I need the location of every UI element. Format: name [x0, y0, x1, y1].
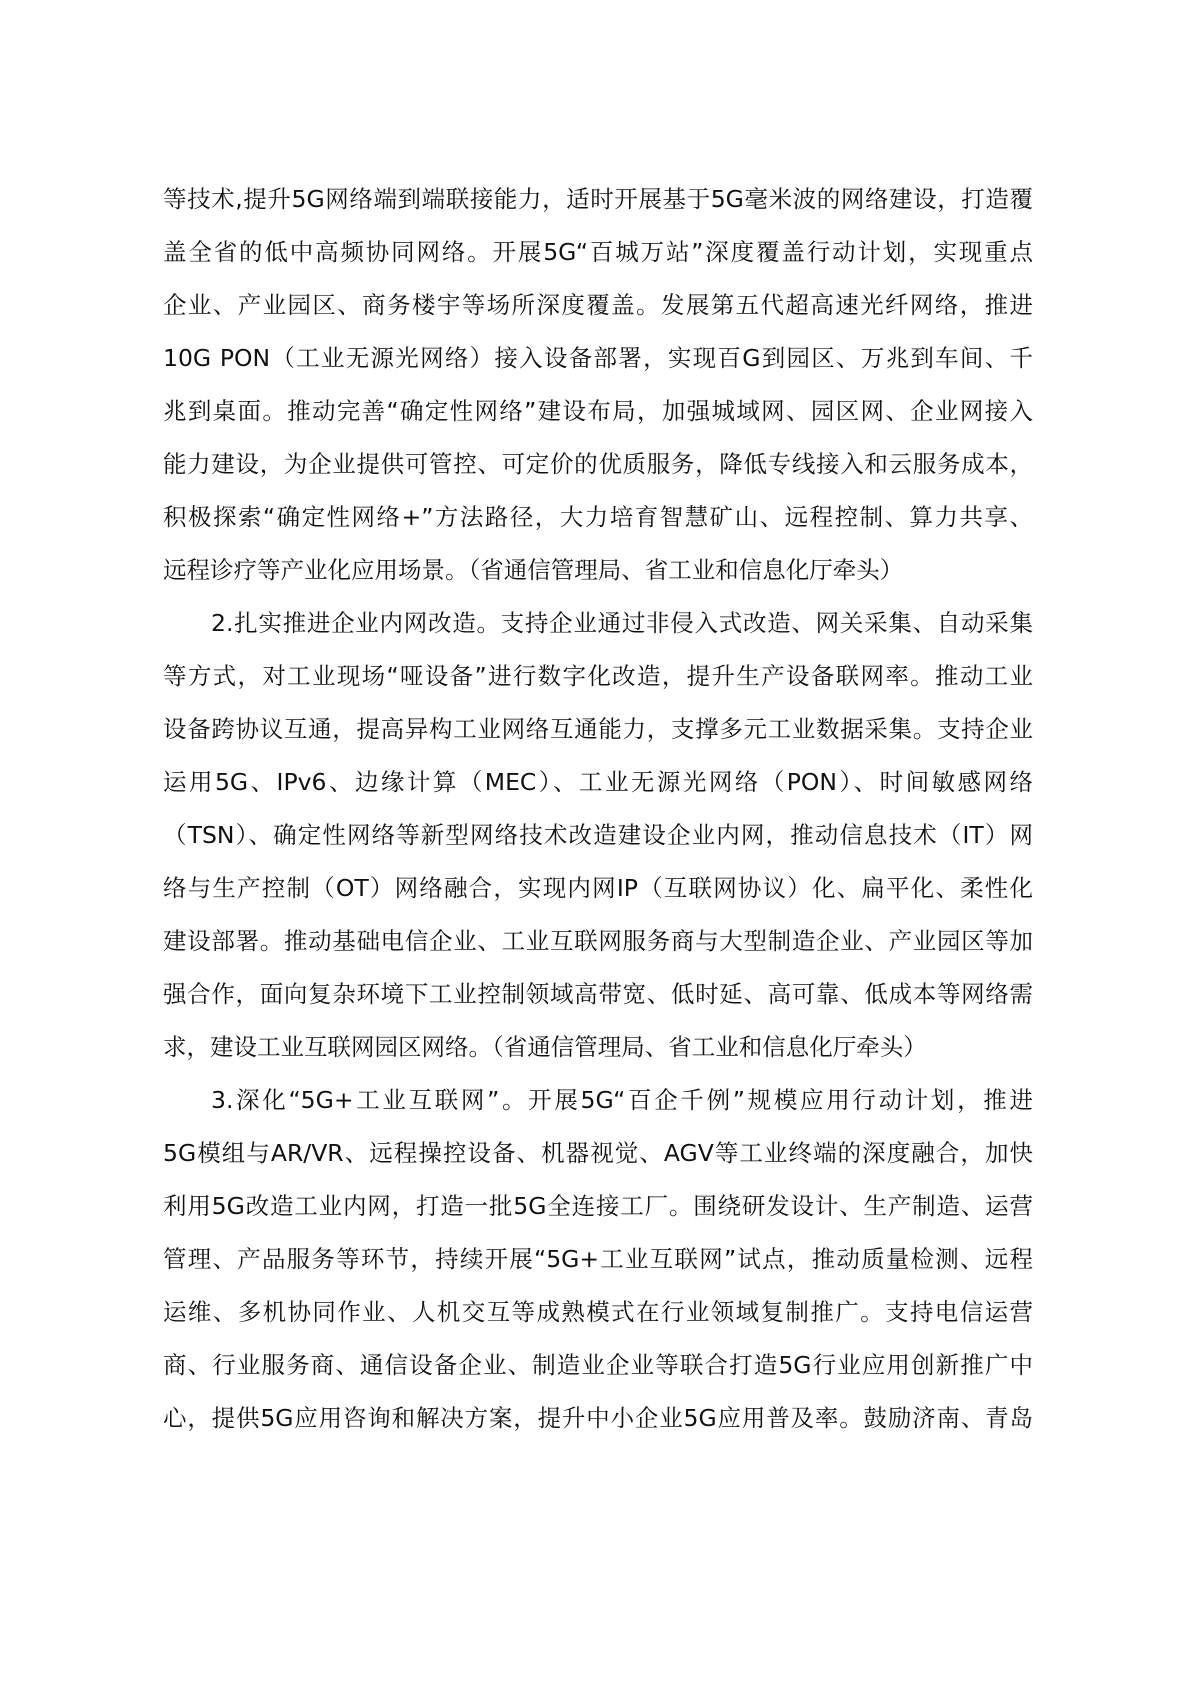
text-line: 企业、产业园区、商务楼宇等场所深度覆盖。发展第五代超高速光纤网络，推进: [163, 291, 1033, 319]
text-line: 运维、多机协同作业、人机交互等成熟模式在行业领域复制推广。支持电信运营: [163, 1298, 1033, 1326]
body-text: [163, 173, 1033, 1445]
text-line: 络与生产控制（OT）网络融合，实现内网IP（互联网协议）化、扁平化、柔性化: [163, 874, 1033, 902]
text-line: 远程诊疗等产业化应用场景。（省通信管理局、省工业和信息化厅牵头）: [163, 556, 904, 584]
text-line: 管理、产品服务等环节，持续开展“5G+工业互联网”试点，推动质量检测、远程: [163, 1245, 1033, 1273]
text-line: （TSN）、确定性网络等新型网络技术改造建设企业内网，推动信息技术（IT）网: [163, 821, 1033, 849]
text-line: 10G PON（工业无源光网络）接入设备部署，实现百G到园区、万兆到车间、千: [163, 344, 1033, 372]
paragraph-2-first-line: 2.扎实推进企业内网改造。支持企业通过非侵入式改造、网关采集、自动采集: [211, 609, 1033, 637]
text-line: 等技术,提升5G网络端到端联接能力，适时开展基于5G毫米波的网络建设，打造覆: [163, 185, 1033, 213]
text-line: 能力建设，为企业提供可管控、可定价的优质服务，降低专线接入和云服务成本，: [163, 450, 1033, 478]
text-line: 心，提供5G应用咨询和解决方案，提升中小企业5G应用普及率。鼓励济南、青岛: [163, 1404, 1033, 1432]
text-line: 5G模组与AR/VR、远程操控设备、机器视觉、AGV等工业终端的深度融合，加快: [163, 1139, 1033, 1167]
text-line: 商、行业服务商、通信设备企业、制造业企业等联合打造5G行业应用创新推广中: [163, 1351, 1033, 1379]
text-line: 建设部署。推动基础电信企业、工业互联网服务商与大型制造企业、产业园区等加: [163, 927, 1033, 955]
paragraph-3-first-line: 3.深化“5G+工业互联网”。开展5G“百企千例”规模应用行动计划，推进: [211, 1086, 1033, 1114]
text-line: 积极探索“确定性网络+”方法路径，大力培育智慧矿山、远程控制、算力共享、: [163, 503, 1033, 531]
text-line: 设备跨协议互通，提高异构工业网络互通能力，支撑多元工业数据采集。支持企业: [163, 715, 1033, 743]
text-line: 利用5G改造工业内网，打造一批5G全连接工厂。围绕研发设计、生产制造、运营: [163, 1192, 1033, 1220]
text-line: 兆到桌面。推动完善“确定性网络”建设布局，加强城域网、园区网、企业网接入: [163, 397, 1033, 425]
text-line: 等方式，对工业现场“哑设备”进行数字化改造，提升生产设备联网率。推动工业: [163, 662, 1033, 690]
text-line: 盖全省的低中高频协同网络。开展5G“百城万站”深度覆盖行动计划，实现重点: [163, 238, 1033, 266]
text-line: 运用5G、IPv6、边缘计算（MEC）、工业无源光网络（PON）、时间敏感网络: [163, 768, 1033, 796]
text-line: 强合作，面向复杂环境下工业控制领域高带宽、低时延、高可靠、低成本等网络需: [163, 980, 1033, 1008]
text-line: 求，建设工业互联网园区网络。（省通信管理局、省工业和信息化厅牵头）: [163, 1033, 927, 1061]
